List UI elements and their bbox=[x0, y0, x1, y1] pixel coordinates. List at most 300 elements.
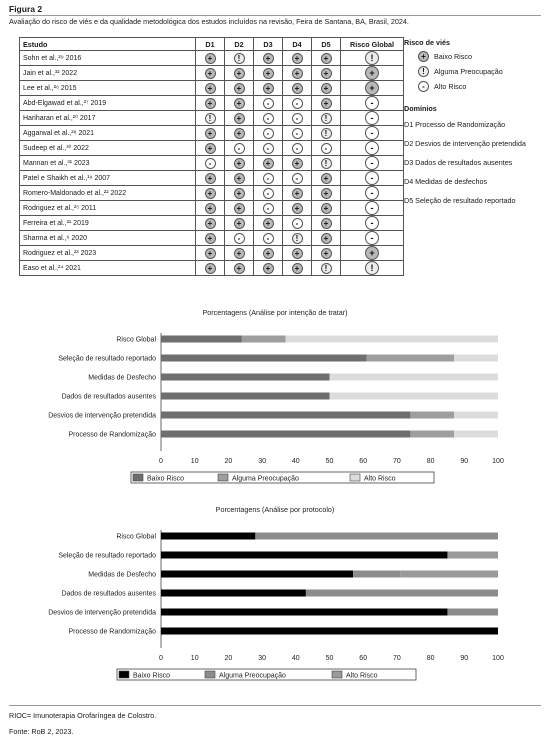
minus-icon: - bbox=[292, 173, 303, 184]
exclamation-icon: ! bbox=[365, 51, 379, 65]
overall-risk-cell bbox=[341, 96, 404, 111]
bar-segment bbox=[306, 590, 498, 597]
plus-icon: + bbox=[263, 263, 274, 274]
domain-cell-d5 bbox=[312, 126, 341, 141]
bar-segment bbox=[454, 431, 498, 438]
risk-of-bias-table bbox=[19, 37, 404, 276]
plus-icon: + bbox=[292, 158, 303, 169]
column-header-study: Estudo bbox=[20, 38, 196, 51]
overall-risk-cell bbox=[341, 171, 404, 186]
domains-legend-title: Domínios bbox=[404, 104, 437, 113]
domain-cell-d3 bbox=[254, 261, 283, 276]
legend-swatch bbox=[218, 474, 228, 481]
study-name-cell: Rodriguez et al.,²⁵ 2011 bbox=[20, 201, 196, 216]
plus-icon: + bbox=[365, 81, 379, 95]
table-row bbox=[20, 201, 404, 216]
exclamation-icon: ! bbox=[321, 128, 332, 139]
study-name-cell: Mannan et al.,³¹ 2023 bbox=[20, 156, 196, 171]
minus-icon: - bbox=[263, 143, 274, 154]
table-row bbox=[20, 261, 404, 276]
domain-cell-d3 bbox=[254, 216, 283, 231]
domain-cell-d5 bbox=[312, 201, 341, 216]
column-header-d5: D5 bbox=[312, 38, 341, 51]
minus-icon: - bbox=[205, 158, 216, 169]
risk-legend-item bbox=[404, 80, 526, 92]
domain-cell-d1 bbox=[196, 141, 225, 156]
plus-icon: + bbox=[234, 248, 245, 259]
domain-cell-d4 bbox=[283, 246, 312, 261]
plus-icon: + bbox=[292, 263, 303, 274]
x-tick-label: 80 bbox=[426, 655, 435, 662]
plus-icon: + bbox=[365, 246, 379, 260]
bar-segment bbox=[454, 355, 498, 362]
plus-icon: + bbox=[205, 68, 216, 79]
overall-risk-cell bbox=[341, 66, 404, 81]
plus-icon: + bbox=[321, 218, 332, 229]
domain-cell-d1 bbox=[196, 126, 225, 141]
domain-cell-d4 bbox=[283, 126, 312, 141]
domain-cell-d4 bbox=[283, 96, 312, 111]
domain-cell-d1 bbox=[196, 111, 225, 126]
footer-abbreviation: RIOC= Imunoterapia Orofaríngea de Colostro. bbox=[9, 711, 157, 720]
study-name-cell: Aggarwal et al.,²⁸ 2021 bbox=[20, 126, 196, 141]
bar-segment bbox=[161, 609, 447, 616]
minus-icon: - bbox=[365, 156, 379, 170]
minus-icon: - bbox=[292, 143, 303, 154]
legend-label: Baixo Risco bbox=[147, 475, 184, 483]
exclamation-icon: ! bbox=[321, 113, 332, 124]
bar-segment bbox=[161, 336, 242, 343]
x-tick-label: 20 bbox=[224, 458, 233, 465]
bar-segment bbox=[161, 412, 410, 419]
plus-icon: + bbox=[234, 68, 245, 79]
study-name-cell: Sudeep et al.,³⁰ 2022 bbox=[20, 141, 196, 156]
exclamation-icon: ! bbox=[234, 53, 245, 64]
minus-icon: - bbox=[365, 231, 379, 245]
domain-cell-d4 bbox=[283, 156, 312, 171]
domain-cell-d2 bbox=[225, 126, 254, 141]
plus-icon: + bbox=[205, 263, 216, 274]
domain-cell-d3 bbox=[254, 51, 283, 66]
minus-icon: - bbox=[263, 203, 274, 214]
domain-cell-d2 bbox=[225, 66, 254, 81]
plus-icon: + bbox=[321, 248, 332, 259]
minus-icon: - bbox=[365, 171, 379, 185]
domain-cell-d2 bbox=[225, 216, 254, 231]
domain-cell-d1 bbox=[196, 81, 225, 96]
x-tick-label: 100 bbox=[492, 458, 504, 465]
x-tick-label: 20 bbox=[224, 655, 233, 662]
plus-icon: + bbox=[234, 113, 245, 124]
x-tick-label: 70 bbox=[393, 458, 401, 465]
plus-icon: + bbox=[418, 51, 429, 62]
bar-segment bbox=[330, 374, 499, 381]
category-label: Desvios de intervenção pretendida bbox=[48, 609, 156, 617]
overall-risk-cell bbox=[341, 186, 404, 201]
table-row bbox=[20, 66, 404, 81]
minus-icon: - bbox=[321, 143, 332, 154]
domain-cell-d5 bbox=[312, 96, 341, 111]
category-label: Medidas de Desfecho bbox=[88, 571, 156, 579]
plus-icon: + bbox=[321, 83, 332, 94]
bar-segment bbox=[161, 590, 306, 597]
domain-cell-d2 bbox=[225, 81, 254, 96]
bar-segment bbox=[161, 355, 367, 362]
domain-cell-d5 bbox=[312, 111, 341, 126]
plus-icon: + bbox=[205, 98, 216, 109]
plus-icon: + bbox=[292, 53, 303, 64]
x-tick-label: 80 bbox=[426, 458, 435, 465]
plus-icon: + bbox=[263, 248, 274, 259]
bar-segment bbox=[410, 431, 454, 438]
study-name-cell: Lee et al.,²⁶ 2015 bbox=[20, 81, 196, 96]
overall-risk-cell bbox=[341, 141, 404, 156]
domain-cell-d4 bbox=[283, 261, 312, 276]
bar-segment bbox=[400, 571, 498, 578]
minus-icon: - bbox=[365, 141, 379, 155]
domain-cell-d1 bbox=[196, 156, 225, 171]
legend-swatch bbox=[133, 474, 143, 481]
category-label: Risco Global bbox=[116, 336, 156, 344]
exclamation-icon: ! bbox=[205, 113, 216, 124]
plus-icon: + bbox=[205, 128, 216, 139]
table-row bbox=[20, 141, 404, 156]
plus-icon: + bbox=[263, 83, 274, 94]
column-header-d2: D2 bbox=[225, 38, 254, 51]
plus-icon: + bbox=[263, 158, 274, 169]
x-tick-label: 10 bbox=[190, 458, 199, 465]
domain-cell-d5 bbox=[312, 81, 341, 96]
overall-risk-cell bbox=[341, 216, 404, 231]
exclamation-icon: ! bbox=[321, 263, 332, 274]
domain-legend-item: D5 Seleção de resultado reportado bbox=[404, 196, 516, 205]
domain-cell-d5 bbox=[312, 66, 341, 81]
overall-risk-cell bbox=[341, 261, 404, 276]
bar-segment bbox=[161, 628, 498, 635]
study-name-cell: Easo et al.,²⁴ 2021 bbox=[20, 261, 196, 276]
minus-icon: - bbox=[365, 126, 379, 140]
risk-legend-title: Risco de viés bbox=[404, 38, 450, 47]
domain-cell-d1 bbox=[196, 216, 225, 231]
domain-legend-item: D4 Medidas de desfechos bbox=[404, 177, 488, 186]
bar-chart-protocol bbox=[0, 502, 550, 697]
domain-cell-d3 bbox=[254, 66, 283, 81]
plus-icon: + bbox=[234, 263, 245, 274]
domain-cell-d4 bbox=[283, 81, 312, 96]
bar-segment bbox=[447, 552, 498, 559]
table-row bbox=[20, 231, 404, 246]
minus-icon: - bbox=[292, 98, 303, 109]
plus-icon: + bbox=[234, 203, 245, 214]
domain-cell-d2 bbox=[225, 246, 254, 261]
domain-cell-d5 bbox=[312, 141, 341, 156]
category-label: Processo de Randomização bbox=[68, 431, 156, 439]
legend-label: Alto Risco bbox=[346, 672, 378, 680]
legend-swatch bbox=[350, 474, 360, 481]
plus-icon: + bbox=[234, 83, 245, 94]
overall-risk-cell bbox=[341, 51, 404, 66]
plus-icon: + bbox=[292, 248, 303, 259]
risk-legend-item bbox=[404, 65, 526, 77]
plus-icon: + bbox=[205, 83, 216, 94]
domain-cell-d3 bbox=[254, 156, 283, 171]
x-tick-label: 90 bbox=[460, 458, 469, 465]
plus-icon: + bbox=[292, 68, 303, 79]
x-tick-label: 90 bbox=[460, 655, 469, 662]
plus-icon: + bbox=[292, 203, 303, 214]
minus-icon: - bbox=[234, 143, 245, 154]
plus-icon: + bbox=[205, 143, 216, 154]
domain-cell-d5 bbox=[312, 186, 341, 201]
plus-icon: + bbox=[321, 203, 332, 214]
domain-cell-d3 bbox=[254, 96, 283, 111]
plus-icon: + bbox=[205, 233, 216, 244]
x-tick-label: 50 bbox=[325, 655, 334, 662]
bar-segment bbox=[353, 571, 400, 578]
domain-cell-d4 bbox=[283, 111, 312, 126]
domain-cell-d3 bbox=[254, 171, 283, 186]
domain-cell-d4 bbox=[283, 171, 312, 186]
table-row bbox=[20, 171, 404, 186]
domain-cell-d5 bbox=[312, 216, 341, 231]
domain-cell-d3 bbox=[254, 201, 283, 216]
bar-segment bbox=[454, 412, 498, 419]
exclamation-icon: ! bbox=[321, 158, 332, 169]
bar-segment bbox=[255, 533, 498, 540]
x-tick-label: 0 bbox=[159, 655, 163, 662]
plus-icon: + bbox=[234, 218, 245, 229]
minus-icon: - bbox=[292, 218, 303, 229]
plus-icon: + bbox=[205, 218, 216, 229]
category-label: Seleção de resultado reportado bbox=[58, 355, 156, 363]
bar-segment bbox=[161, 431, 410, 438]
plus-icon: + bbox=[292, 188, 303, 199]
study-name-cell: Sharma et al.,⁶ 2020 bbox=[20, 231, 196, 246]
plus-icon: + bbox=[205, 203, 216, 214]
plus-icon: + bbox=[321, 53, 332, 64]
domain-cell-d3 bbox=[254, 231, 283, 246]
chart-title: Porcentagens (Análise por intenção de tratar) bbox=[202, 308, 348, 317]
domain-cell-d3 bbox=[254, 81, 283, 96]
domain-cell-d3 bbox=[254, 141, 283, 156]
domain-cell-d5 bbox=[312, 51, 341, 66]
plus-icon: + bbox=[321, 188, 332, 199]
table-row bbox=[20, 156, 404, 171]
overall-risk-cell bbox=[341, 81, 404, 96]
domain-cell-d1 bbox=[196, 66, 225, 81]
plus-icon: + bbox=[205, 188, 216, 199]
risk-legend bbox=[404, 38, 526, 208]
category-label: Medidas de Desfecho bbox=[88, 374, 156, 382]
domain-cell-d3 bbox=[254, 186, 283, 201]
bar-segment bbox=[161, 533, 255, 540]
plus-icon: + bbox=[234, 188, 245, 199]
risk-legend-label: Baixo Risco bbox=[434, 51, 472, 61]
legend-swatch bbox=[205, 671, 215, 678]
domain-cell-d5 bbox=[312, 156, 341, 171]
table-row bbox=[20, 246, 404, 261]
domain-cell-d3 bbox=[254, 111, 283, 126]
exclamation-icon: ! bbox=[365, 261, 379, 275]
bar-segment bbox=[242, 336, 286, 343]
table-row bbox=[20, 126, 404, 141]
domains-legend-items bbox=[404, 120, 526, 208]
domain-cell-d4 bbox=[283, 141, 312, 156]
domain-cell-d2 bbox=[225, 201, 254, 216]
overall-risk-cell bbox=[341, 126, 404, 141]
plus-icon: + bbox=[205, 173, 216, 184]
figure-title: Figura 2 bbox=[9, 4, 43, 14]
category-label: Seleção de resultado reportado bbox=[58, 552, 156, 560]
domain-cell-d4 bbox=[283, 51, 312, 66]
minus-icon: - bbox=[365, 96, 379, 110]
x-tick-label: 100 bbox=[492, 655, 504, 662]
plus-icon: + bbox=[263, 218, 274, 229]
plus-icon: + bbox=[365, 66, 379, 80]
footer-source: Fonte: RoB 2, 2023. bbox=[9, 727, 74, 736]
domain-cell-d2 bbox=[225, 171, 254, 186]
x-tick-label: 40 bbox=[291, 655, 300, 662]
legend-label: Baixo Risco bbox=[133, 672, 170, 680]
category-label: Risco Global bbox=[116, 533, 156, 541]
bar-segment bbox=[161, 374, 330, 381]
domain-cell-d1 bbox=[196, 231, 225, 246]
domain-cell-d2 bbox=[225, 111, 254, 126]
figure-caption: Avaliação do risco de viés e da qualidade metodológica dos estudos incluídos na revisão, Feira de Santana, BA, Brasil, 2024. bbox=[9, 17, 409, 26]
study-name-cell: Hariharan et al.,²⁰ 2017 bbox=[20, 111, 196, 126]
domain-cell-d1 bbox=[196, 201, 225, 216]
study-name-cell: Romero-Maldonado et al.,²² 2022 bbox=[20, 186, 196, 201]
domain-cell-d2 bbox=[225, 186, 254, 201]
domain-cell-d4 bbox=[283, 216, 312, 231]
domain-cell-d3 bbox=[254, 126, 283, 141]
table-row bbox=[20, 81, 404, 96]
legend-swatch bbox=[332, 671, 342, 678]
domain-cell-d5 bbox=[312, 261, 341, 276]
table-row bbox=[20, 111, 404, 126]
category-label: Processo de Randomização bbox=[68, 628, 156, 636]
x-tick-label: 50 bbox=[325, 458, 334, 465]
overall-risk-cell bbox=[341, 231, 404, 246]
domain-cell-d2 bbox=[225, 156, 254, 171]
plus-icon: + bbox=[263, 68, 274, 79]
plus-icon: + bbox=[321, 173, 332, 184]
domain-cell-d5 bbox=[312, 231, 341, 246]
plus-icon: + bbox=[234, 128, 245, 139]
category-label: Dados de resultados ausentes bbox=[61, 393, 156, 401]
column-header-d4: D4 bbox=[283, 38, 312, 51]
bar-segment bbox=[161, 552, 447, 559]
minus-icon: - bbox=[292, 113, 303, 124]
x-tick-label: 40 bbox=[291, 458, 300, 465]
study-name-cell: Ferreira et al.,²¹ 2019 bbox=[20, 216, 196, 231]
study-name-cell: Sohn et al.,²⁹ 2016 bbox=[20, 51, 196, 66]
domain-cell-d5 bbox=[312, 171, 341, 186]
legend-label: Alto Risco bbox=[364, 475, 396, 483]
x-tick-label: 70 bbox=[393, 655, 401, 662]
domain-legend-item: D1 Processo de Randomização bbox=[404, 120, 506, 129]
chart-title: Porcentagens (Análise por protocolo) bbox=[215, 505, 335, 514]
category-label: Dados de resultados ausentes bbox=[61, 590, 156, 598]
plus-icon: + bbox=[205, 53, 216, 64]
minus-icon: - bbox=[263, 113, 274, 124]
minus-icon: - bbox=[263, 173, 274, 184]
bar-segment bbox=[161, 393, 330, 400]
study-name-cell: Rodriguez et al.,²³ 2023 bbox=[20, 246, 196, 261]
overall-risk-cell bbox=[341, 111, 404, 126]
column-header-d1: D1 bbox=[196, 38, 225, 51]
overall-risk-cell bbox=[341, 246, 404, 261]
domain-cell-d2 bbox=[225, 96, 254, 111]
domain-cell-d4 bbox=[283, 186, 312, 201]
x-tick-label: 60 bbox=[359, 458, 368, 465]
plus-icon: + bbox=[321, 68, 332, 79]
bar-segment bbox=[161, 571, 353, 578]
plus-icon: + bbox=[205, 248, 216, 259]
bar-segment bbox=[447, 609, 498, 616]
table-row bbox=[20, 51, 404, 66]
legend-label: Alguma Preocupação bbox=[219, 672, 286, 680]
plus-icon: + bbox=[234, 158, 245, 169]
domain-cell-d4 bbox=[283, 66, 312, 81]
minus-icon: - bbox=[263, 128, 274, 139]
legend-label: Alguma Preocupação bbox=[232, 475, 299, 483]
bar-segment bbox=[410, 412, 454, 419]
x-tick-label: 0 bbox=[159, 458, 163, 465]
domain-cell-d3 bbox=[254, 246, 283, 261]
bar-segment bbox=[330, 393, 499, 400]
domain-cell-d1 bbox=[196, 171, 225, 186]
legend-swatch bbox=[119, 671, 129, 678]
domain-cell-d1 bbox=[196, 51, 225, 66]
domain-cell-d4 bbox=[283, 201, 312, 216]
minus-icon: - bbox=[234, 233, 245, 244]
domain-legend-item: D2 Desvios de intervenção pretendida bbox=[404, 139, 526, 148]
risk-legend-label: Alguma Preocupação bbox=[434, 66, 503, 76]
exclamation-icon: ! bbox=[292, 233, 303, 244]
exclamation-icon: ! bbox=[418, 66, 429, 77]
bar-chart-itt bbox=[0, 305, 550, 500]
column-header-d3: D3 bbox=[254, 38, 283, 51]
overall-risk-cell bbox=[341, 201, 404, 216]
category-label: Desvios de intervenção pretendida bbox=[48, 412, 156, 420]
bar-segment bbox=[367, 355, 455, 362]
minus-icon: - bbox=[365, 186, 379, 200]
minus-icon: - bbox=[365, 111, 379, 125]
table-row bbox=[20, 186, 404, 201]
plus-icon: + bbox=[234, 173, 245, 184]
domain-cell-d2 bbox=[225, 51, 254, 66]
plus-icon: + bbox=[321, 98, 332, 109]
bar-segment bbox=[286, 336, 498, 343]
column-header-overall: Risco Global bbox=[341, 38, 404, 51]
x-tick-label: 30 bbox=[258, 655, 266, 662]
plus-icon: + bbox=[292, 83, 303, 94]
study-name-cell: Abd-Elgawad et al.,²⁷ 2019 bbox=[20, 96, 196, 111]
risk-legend-item bbox=[404, 50, 526, 62]
domain-cell-d2 bbox=[225, 231, 254, 246]
domain-cell-d5 bbox=[312, 246, 341, 261]
minus-icon: - bbox=[263, 98, 274, 109]
overall-risk-cell bbox=[341, 156, 404, 171]
domain-cell-d1 bbox=[196, 261, 225, 276]
minus-icon: - bbox=[365, 201, 379, 215]
x-tick-label: 10 bbox=[190, 655, 199, 662]
x-tick-label: 60 bbox=[359, 655, 368, 662]
plus-icon: + bbox=[321, 233, 332, 244]
minus-icon: - bbox=[263, 188, 274, 199]
domain-cell-d1 bbox=[196, 96, 225, 111]
